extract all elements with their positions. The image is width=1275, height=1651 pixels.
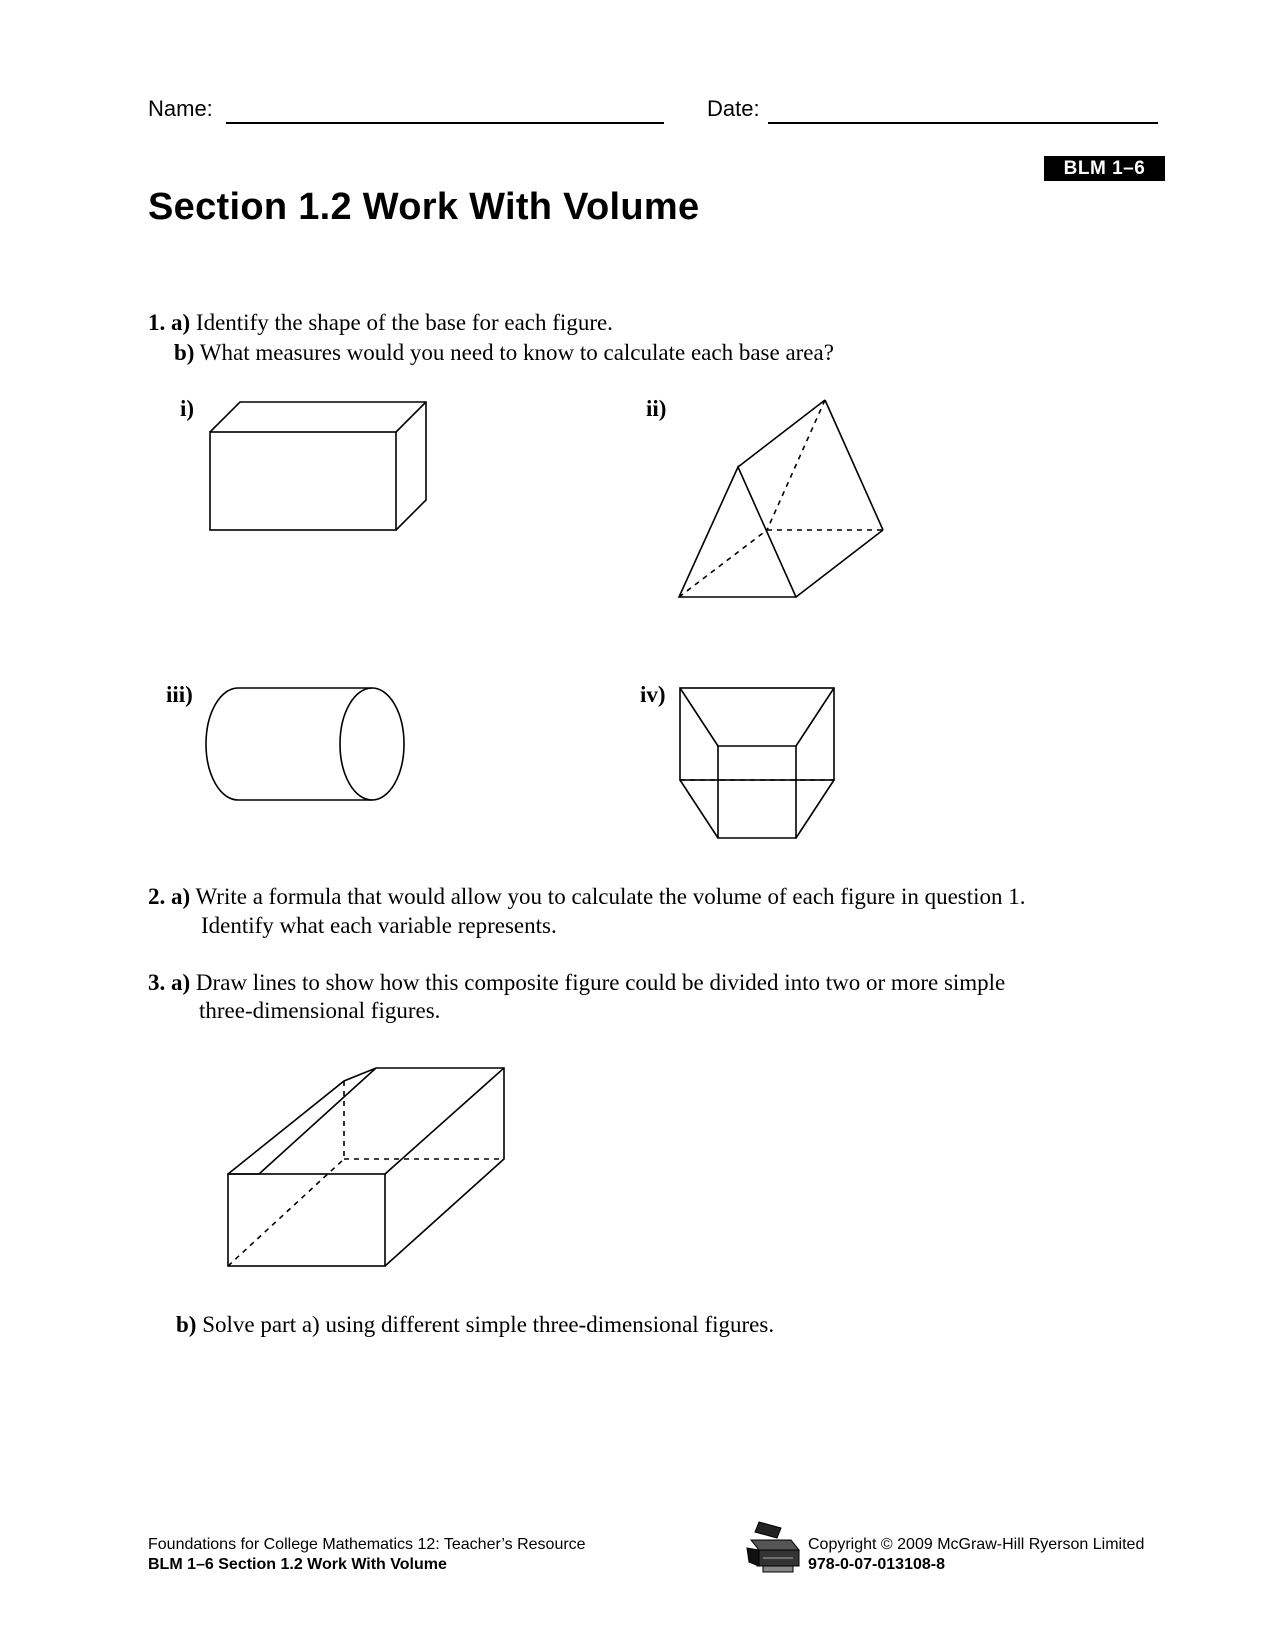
- question-3a: [148, 968, 1005, 998]
- blm-badge: BLM 1–6: [1044, 156, 1165, 181]
- question-2a: [148, 882, 1026, 912]
- footer-blm-title: BLM 1–6 Section 1.2 Work With Volume: [148, 1556, 447, 1573]
- question-2a-text-line1: Write a formula that would allow you to calculate the volume of each figure in question 1.: [195, 884, 1026, 909]
- question-2-number: 2.: [148, 884, 166, 909]
- question-1b-text: What measures would you need to know to calculate each base area?: [199, 340, 834, 365]
- figure-label-ii: ii): [646, 396, 667, 421]
- question-2a-label: a): [171, 884, 191, 909]
- question-3a-text-line2: three-dimensional figures.: [199, 998, 441, 1023]
- footer-book-title: Foundations for College Mathematics 12: Teacher’s Resource: [148, 1536, 586, 1553]
- trapezoidal-prism-figure: [680, 688, 834, 838]
- date-label: Date:: [707, 96, 760, 121]
- footer-left: [148, 1535, 586, 1575]
- footer-copyright: Copyright © 2009 McGraw-Hill Ryerson Limited: [808, 1536, 1145, 1553]
- question-3-number: 3.: [148, 970, 166, 995]
- question-3a-label: a): [171, 970, 191, 995]
- question-3b-label: b): [176, 1312, 197, 1337]
- question-2a-text-line2: Identify what each variable represents.: [201, 913, 557, 938]
- triangular-prism-figure: [679, 400, 883, 597]
- rectangular-prism-figure: [210, 402, 426, 530]
- page-title: Section 1.2 Work With Volume: [148, 186, 700, 228]
- question-1-number: 1.: [148, 310, 166, 335]
- footer-isbn: 978-0-07-013108-8: [808, 1556, 945, 1573]
- question-1a-text: Identify the shape of the base for each figure.: [195, 310, 613, 335]
- question-3b: [176, 1310, 774, 1340]
- figure-label-iv: iv): [640, 682, 666, 707]
- name-label: Name:: [148, 96, 213, 121]
- figure-label-iii: iii): [166, 682, 193, 707]
- question-1a-label: a): [171, 310, 191, 335]
- cylinder-figure: [206, 688, 404, 800]
- question-1b-label: b): [174, 340, 195, 365]
- composite-figure: [228, 1068, 504, 1266]
- question-3b-text: Solve part a) using different simple three-dimensional figures.: [202, 1312, 775, 1337]
- footer-right: [808, 1535, 1144, 1575]
- figure-label-i: i): [180, 396, 195, 421]
- photocopier-icon: [745, 1520, 803, 1576]
- question-3a-text-line1: Draw lines to show how this composite figure could be divided into two or more simple: [195, 970, 1006, 995]
